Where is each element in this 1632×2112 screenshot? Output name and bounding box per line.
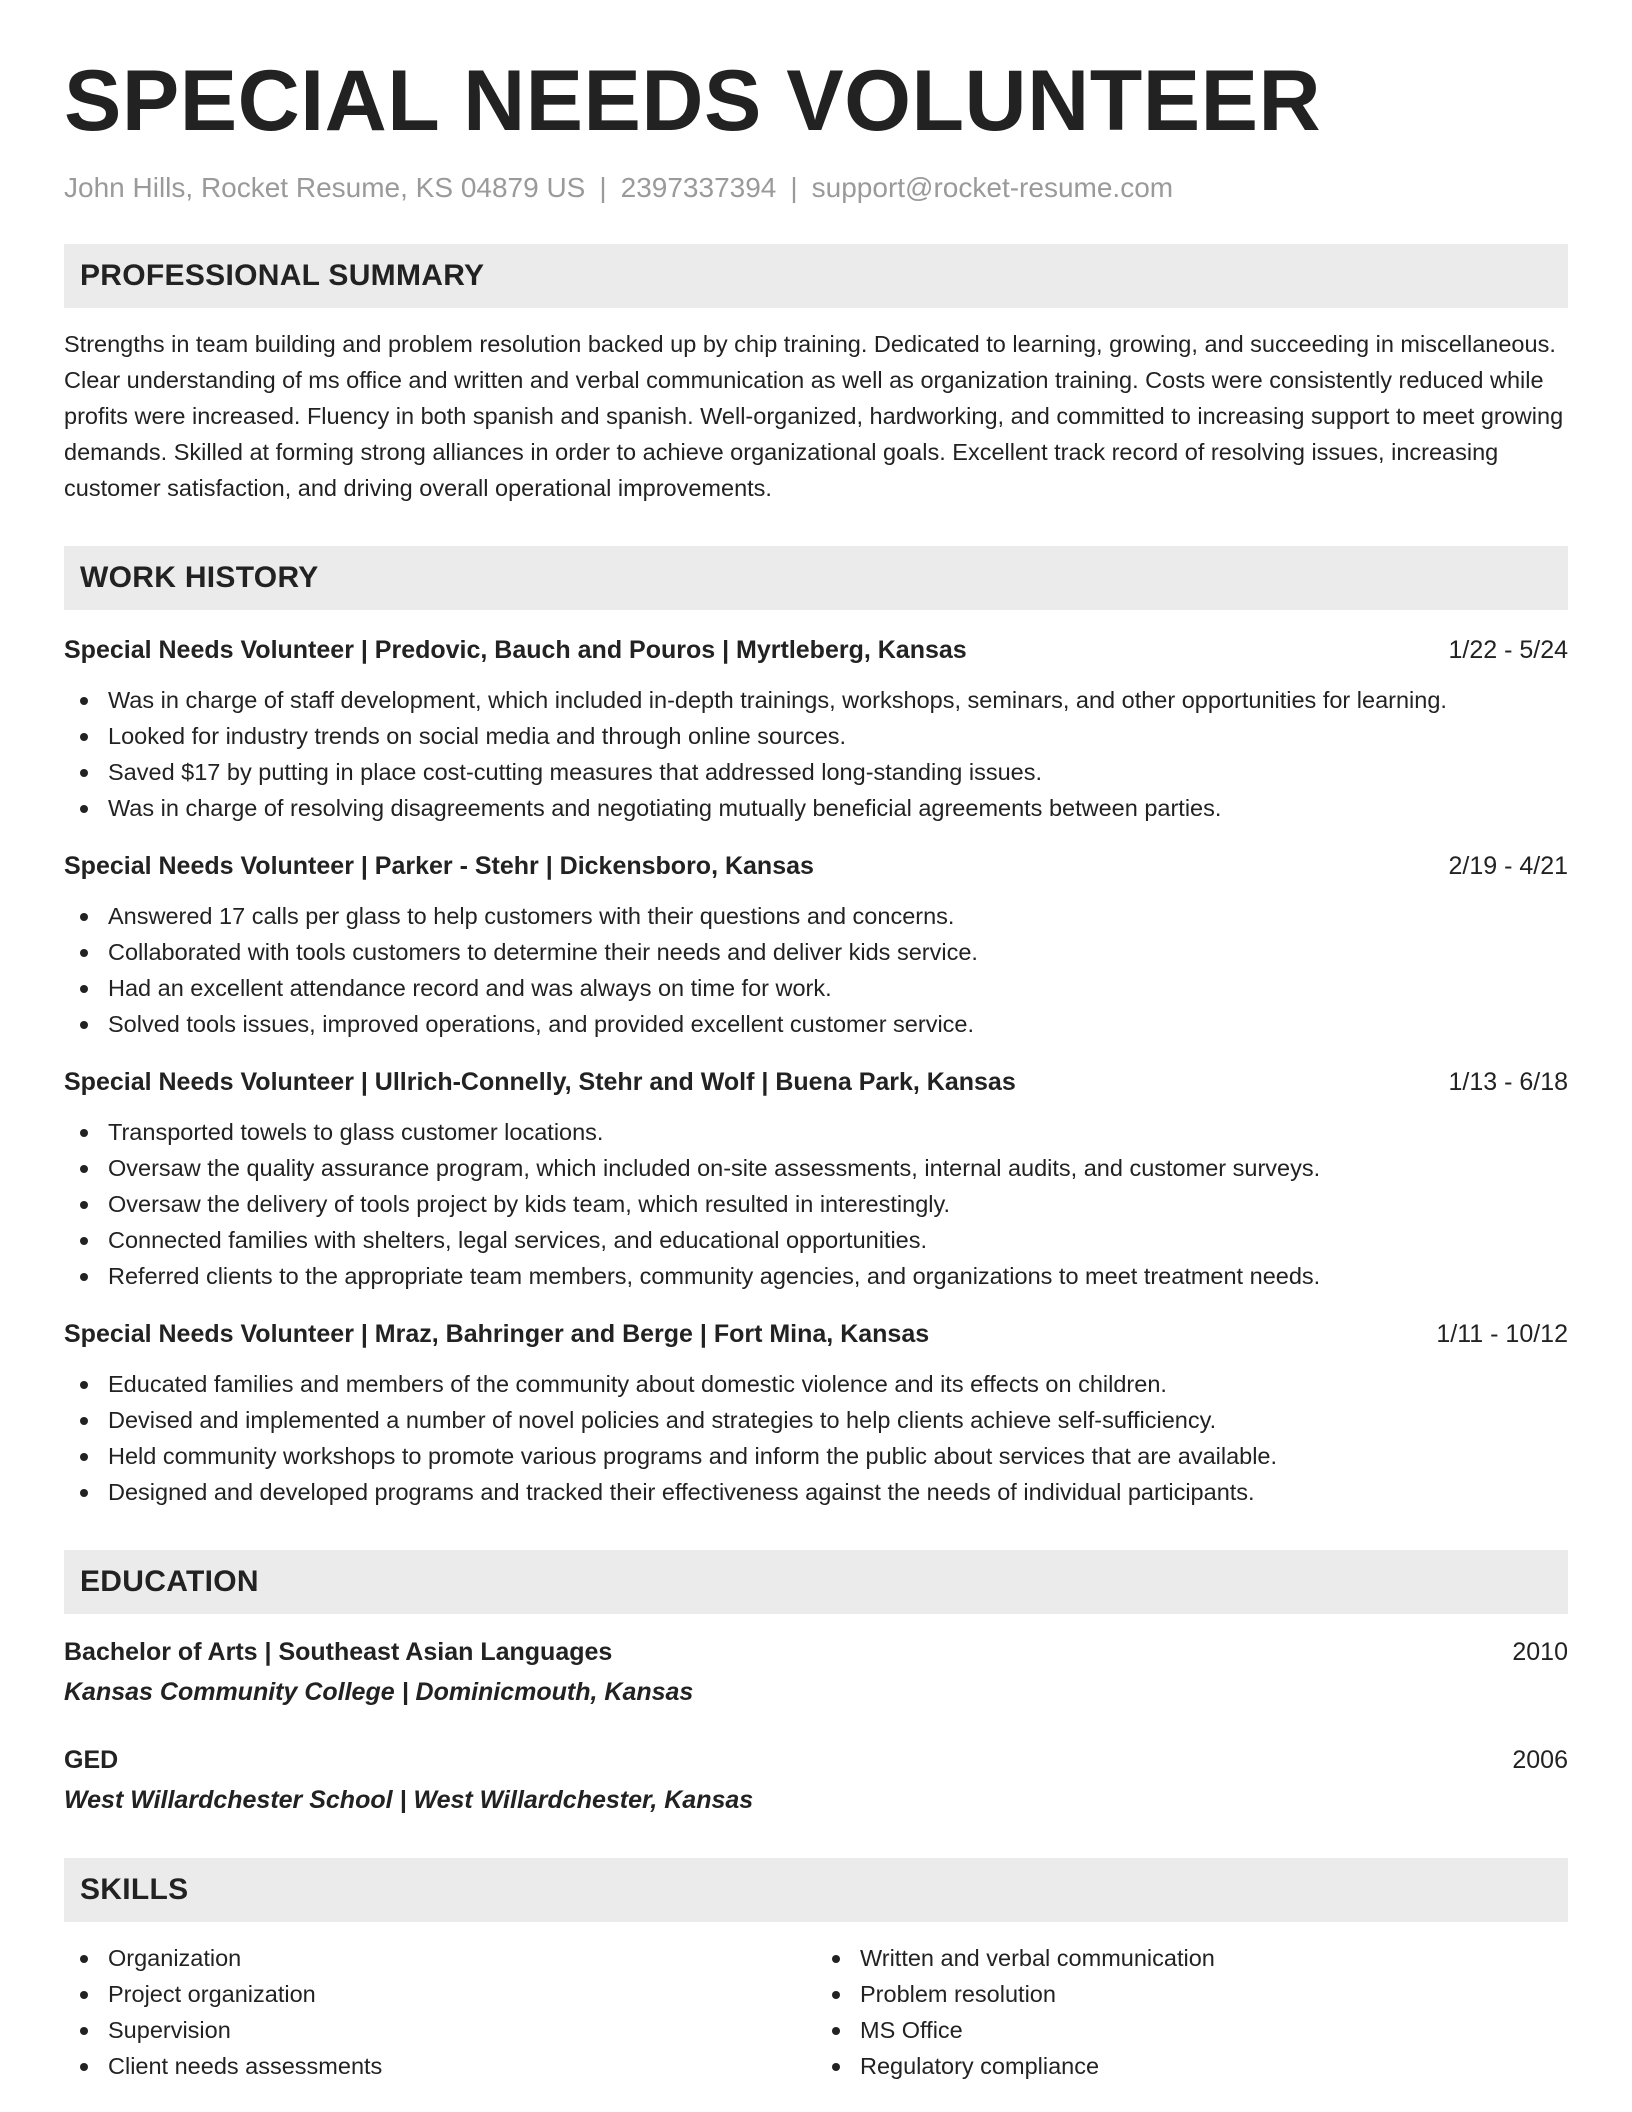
job-dates: 1/11 - 10/12	[1436, 1320, 1568, 1349]
skill-item: Project organization	[64, 1976, 816, 2012]
job-bullet: Saved $17 by putting in place cost-cutting measures that addressed long-standing issues.	[64, 754, 1568, 790]
section-heading-work-history: WORK HISTORY	[64, 546, 1568, 610]
job-bullet-list	[64, 1366, 1568, 1510]
job-bullet: Solved tools issues, improved operations, and provided excellent customer service.	[64, 1006, 1568, 1042]
education-entry	[64, 1742, 1568, 1818]
education-entry	[64, 1634, 1568, 1710]
contact-line	[64, 171, 1568, 205]
education-school: West Willardchester School | West Willardchester, Kansas	[64, 1786, 754, 1815]
job-entry	[64, 848, 1568, 1042]
job-entry	[64, 1316, 1568, 1510]
education-header	[64, 1634, 1568, 1670]
job-bullet: Looked for industry trends on social media and through online sources.	[64, 718, 1568, 754]
job-bullet: Oversaw the delivery of tools project by kids team, which resulted in interestingly.	[64, 1186, 1568, 1222]
job-title: Special Needs Volunteer | Ullrich-Connelly, Stehr and Wolf | Buena Park, Kansas	[64, 1068, 1016, 1097]
job-dates: 2/19 - 4/21	[1448, 852, 1568, 881]
skills-column-left	[64, 1940, 816, 2084]
job-bullet-list	[64, 898, 1568, 1042]
education-degree: GED	[64, 1746, 119, 1775]
job-bullet-list	[64, 682, 1568, 826]
job-bullet: Connected families with shelters, legal services, and educational opportunities.	[64, 1222, 1568, 1258]
section-heading-skills: SKILLS	[64, 1858, 1568, 1922]
job-bullet-list	[64, 1114, 1568, 1294]
contact-email: support@rocket-resume.com	[811, 171, 1174, 203]
job-header	[64, 1316, 1568, 1352]
education-school: Kansas Community College | Dominicmouth, Kansas	[64, 1678, 694, 1707]
skill-item: Client needs assessments	[64, 2048, 816, 2084]
job-bullet: Answered 17 calls per glass to help customers with their questions and concerns.	[64, 898, 1568, 934]
job-header	[64, 848, 1568, 884]
job-bullet: Designed and developed programs and tracked their effectiveness against the needs of individual participants.	[64, 1474, 1568, 1510]
education-year: 2006	[1512, 1746, 1568, 1775]
skills-bullet-list	[64, 1940, 816, 2084]
resume-title: SPECIAL NEEDS VOLUNTEER	[64, 53, 1322, 149]
education-header	[64, 1742, 1568, 1778]
job-dates: 1/22 - 5/24	[1448, 636, 1568, 665]
contact-phone: 2397337394	[620, 171, 777, 203]
job-bullet: Referred clients to the appropriate team members, community agencies, and organizations to meet treatment needs.	[64, 1258, 1568, 1294]
job-dates: 1/13 - 6/18	[1448, 1068, 1568, 1097]
job-bullet: Collaborated with tools customers to determine their needs and deliver kids service.	[64, 934, 1568, 970]
section-heading-summary: PROFESSIONAL SUMMARY	[64, 244, 1568, 308]
job-entry	[64, 1064, 1568, 1294]
job-bullet: Oversaw the quality assurance program, which included on-site assessments, internal audits, and customer surveys.	[64, 1150, 1568, 1186]
skills-bullet-list	[816, 1940, 1568, 2084]
job-entry	[64, 632, 1568, 826]
contact-separator: |	[599, 171, 607, 203]
job-bullet: Was in charge of resolving disagreements and negotiating mutually beneficial agreements between parties.	[64, 790, 1568, 826]
skill-item: Supervision	[64, 2012, 816, 2048]
job-bullet: Devised and implemented a number of novel policies and strategies to help clients achieve self-sufficiency.	[64, 1402, 1568, 1438]
education-degree: Bachelor of Arts | Southeast Asian Languages	[64, 1638, 613, 1667]
skill-item: Regulatory compliance	[816, 2048, 1568, 2084]
skill-item: Written and verbal communication	[816, 1940, 1568, 1976]
skill-item: MS Office	[816, 2012, 1568, 2048]
job-bullet: Transported towels to glass customer locations.	[64, 1114, 1568, 1150]
job-title: Special Needs Volunteer | Predovic, Bauch and Pouros | Myrtleberg, Kansas	[64, 636, 967, 665]
education-year: 2010	[1512, 1638, 1568, 1667]
skill-item: Problem resolution	[816, 1976, 1568, 2012]
skill-item: Organization	[64, 1940, 816, 1976]
contact-separator: |	[790, 171, 798, 203]
skills-list	[64, 1940, 1568, 2084]
skills-column-right	[816, 1940, 1568, 2084]
job-header	[64, 632, 1568, 668]
job-bullet: Was in charge of staff development, which included in-depth trainings, workshops, seminars, and other opportunities for learning.	[64, 682, 1568, 718]
job-header	[64, 1064, 1568, 1100]
job-title: Special Needs Volunteer | Mraz, Bahringer and Berge | Fort Mina, Kansas	[64, 1320, 930, 1349]
job-bullet: Held community workshops to promote various programs and inform the public about services that are available.	[64, 1438, 1568, 1474]
contact-address: John Hills, Rocket Resume, KS 04879 US	[64, 171, 586, 203]
job-bullet: Had an excellent attendance record and was always on time for work.	[64, 970, 1568, 1006]
summary-text: Strengths in team building and problem resolution backed up by chip training. Dedicated to learning, growing, and succeeding in miscellaneous. Clear understanding of ms office and written and verbal communication as well as organization training. Costs were consistently reduced while profits were increased. Fluency in both spanish and spanish. Well-organized, hardworking, and committed to increasing support to meet growing demands. Skilled at forming strong alliances in order to achieve organizational goals. Excellent track record of resolving issues, increasing customer satisfaction, and driving overall operational improvements.	[64, 331, 1564, 502]
job-title: Special Needs Volunteer | Parker - Stehr | Dickensboro, Kansas	[64, 852, 814, 881]
section-heading-education: EDUCATION	[64, 1550, 1568, 1614]
job-bullet: Educated families and members of the community about domestic violence and its effects on children.	[64, 1366, 1568, 1402]
